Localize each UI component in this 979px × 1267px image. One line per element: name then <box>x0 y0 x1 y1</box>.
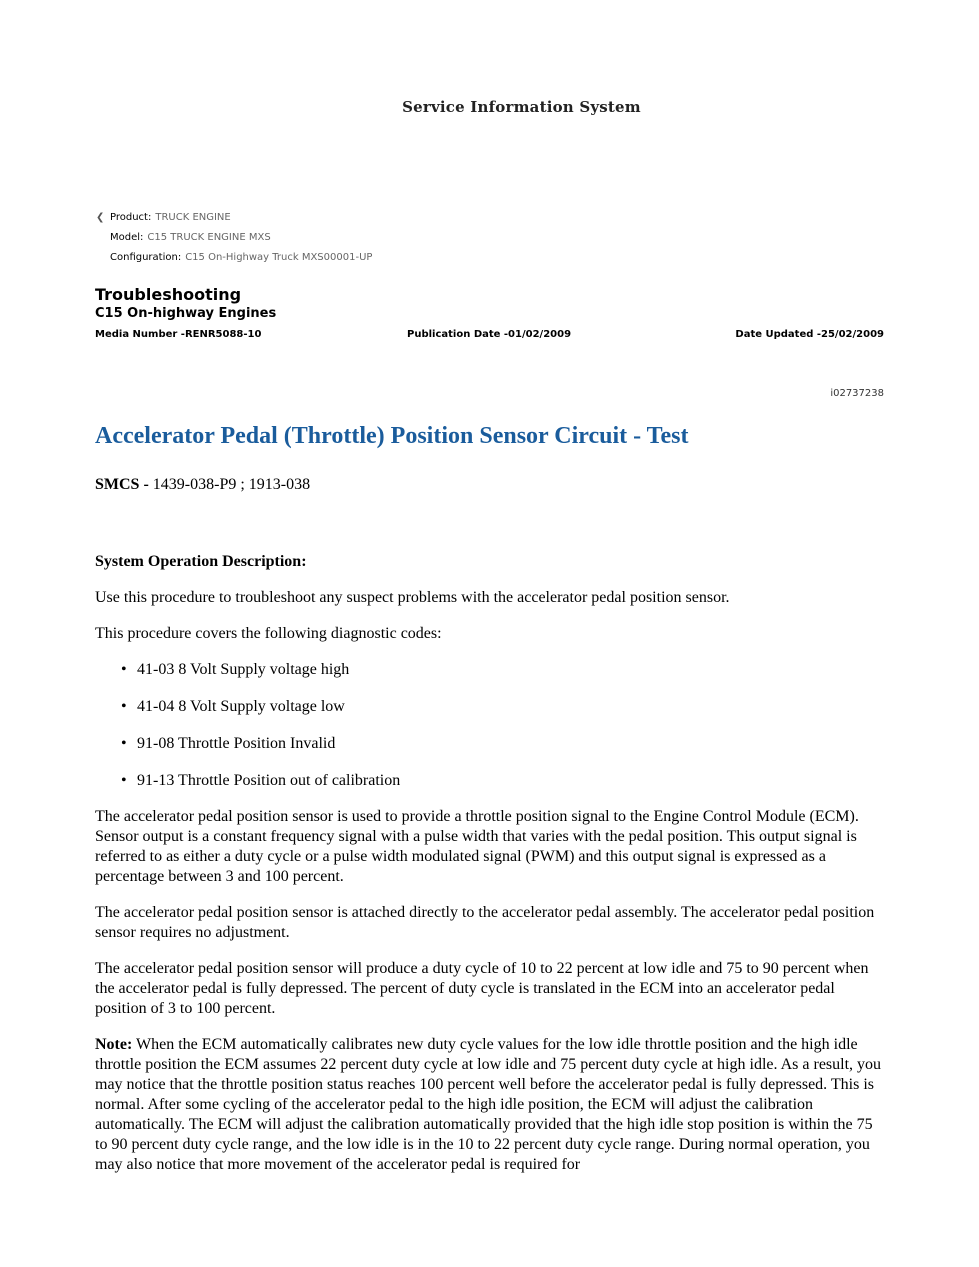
list-item: • 91-13 Throttle Position out of calibration <box>121 772 401 789</box>
product-label: Product: <box>110 212 152 223</box>
back-chevron-icon[interactable]: ❮ <box>96 212 105 223</box>
article-title: Accelerator Pedal (Throttle) Position Sensor Circuit - Test <box>95 423 689 449</box>
codes-intro: This procedure covers the following diagnostic codes: <box>95 625 442 642</box>
note-text: When the ECM automatically calibrates new duty cycle values for the low idle throttle position and the high idle throttle position the ECM assumes 22 percent duty cycle at low idle and 75 percent duty cycle at high idle. As a result, you may notice that the throttle position status reaches 100 percent well before the accelerator pedal is fully depressed. This is normal. After some cycling of the accelerator pedal to the high idle position, the ECM will adjust the calibration automatically. The ECM will adjust the calibration automatically provided that the high idle stop position is within the 75 to 90 percent duty cycle range, and the low idle is in the 10 to 22 percent duty cycle range. During normal operation, you may also notice that more movement of the accelerator pedal is required for <box>95 1036 882 1173</box>
document-id: i02737238 <box>830 388 884 399</box>
paragraph-duty-cycle: The accelerator pedal position sensor will produce a duty cycle of 10 to 22 percent at low idle and 75 to 90 percent when the accelerator pedal is fully depressed. The percent of duty cycle is translated in the ECM into an accelerator pedal position of 3 to 100 percent. <box>95 960 869 1017</box>
product-meta <box>96 208 372 268</box>
article-body <box>95 552 885 1191</box>
product-value: TRUCK ENGINE <box>155 212 231 223</box>
list-item: • 41-03 8 Volt Supply voltage high <box>121 661 350 678</box>
note-paragraph <box>95 1035 885 1175</box>
section-heading: System Operation Description: <box>95 553 307 570</box>
note-label: Note: <box>95 1036 133 1053</box>
media-number: Media Number -RENR5088-10 <box>95 329 262 340</box>
document-subtitle: C15 On-highway Engines <box>95 306 277 321</box>
publication-date: Publication Date -01/02/2009 <box>407 329 572 340</box>
bullet-icon: • <box>121 698 127 715</box>
intro-paragraph: Use this procedure to troubleshoot any suspect problems with the accelerator pedal position sensor. <box>95 589 730 606</box>
system-header: Service Information System <box>402 98 641 116</box>
model-row <box>96 228 372 248</box>
smcs-line <box>95 476 310 494</box>
model-label: Model: <box>110 232 144 243</box>
diagnostic-code-list <box>95 660 885 791</box>
smcs-value: 1439-038-P9 ; 1913-038 <box>152 476 311 493</box>
smcs-label: SMCS - <box>95 476 149 493</box>
configuration-row <box>96 248 372 268</box>
bullet-icon: • <box>121 661 127 678</box>
bullet-icon: • <box>121 772 127 789</box>
paragraph-sensor-description: The accelerator pedal position sensor is used to provide a throttle position signal to the Engine Control Module (ECM). Sensor output is a constant frequency signal with a pulse width that varies with the pedal position. This output signal is referred to as either a duty cycle or a pulse width modulated signal (PWM) and this output signal is expressed as a percentage between 3 and 100 percent. <box>95 808 859 885</box>
list-item: • 41-04 8 Volt Supply voltage low <box>121 698 345 715</box>
model-value: C15 TRUCK ENGINE MXS <box>147 232 271 243</box>
bullet-icon: • <box>121 735 127 752</box>
paragraph-sensor-attachment: The accelerator pedal position sensor is attached directly to the accelerator pedal assembly. The accelerator pedal position sensor requires no adjustment. <box>95 904 875 941</box>
configuration-value: C15 On-Highway Truck MXS00001-UP <box>185 252 373 263</box>
product-row <box>96 208 372 228</box>
configuration-label: Configuration: <box>110 252 182 263</box>
date-updated: Date Updated -25/02/2009 <box>735 329 884 340</box>
list-item: • 91-08 Throttle Position Invalid <box>121 735 336 752</box>
document-title: Troubleshooting <box>95 285 242 304</box>
